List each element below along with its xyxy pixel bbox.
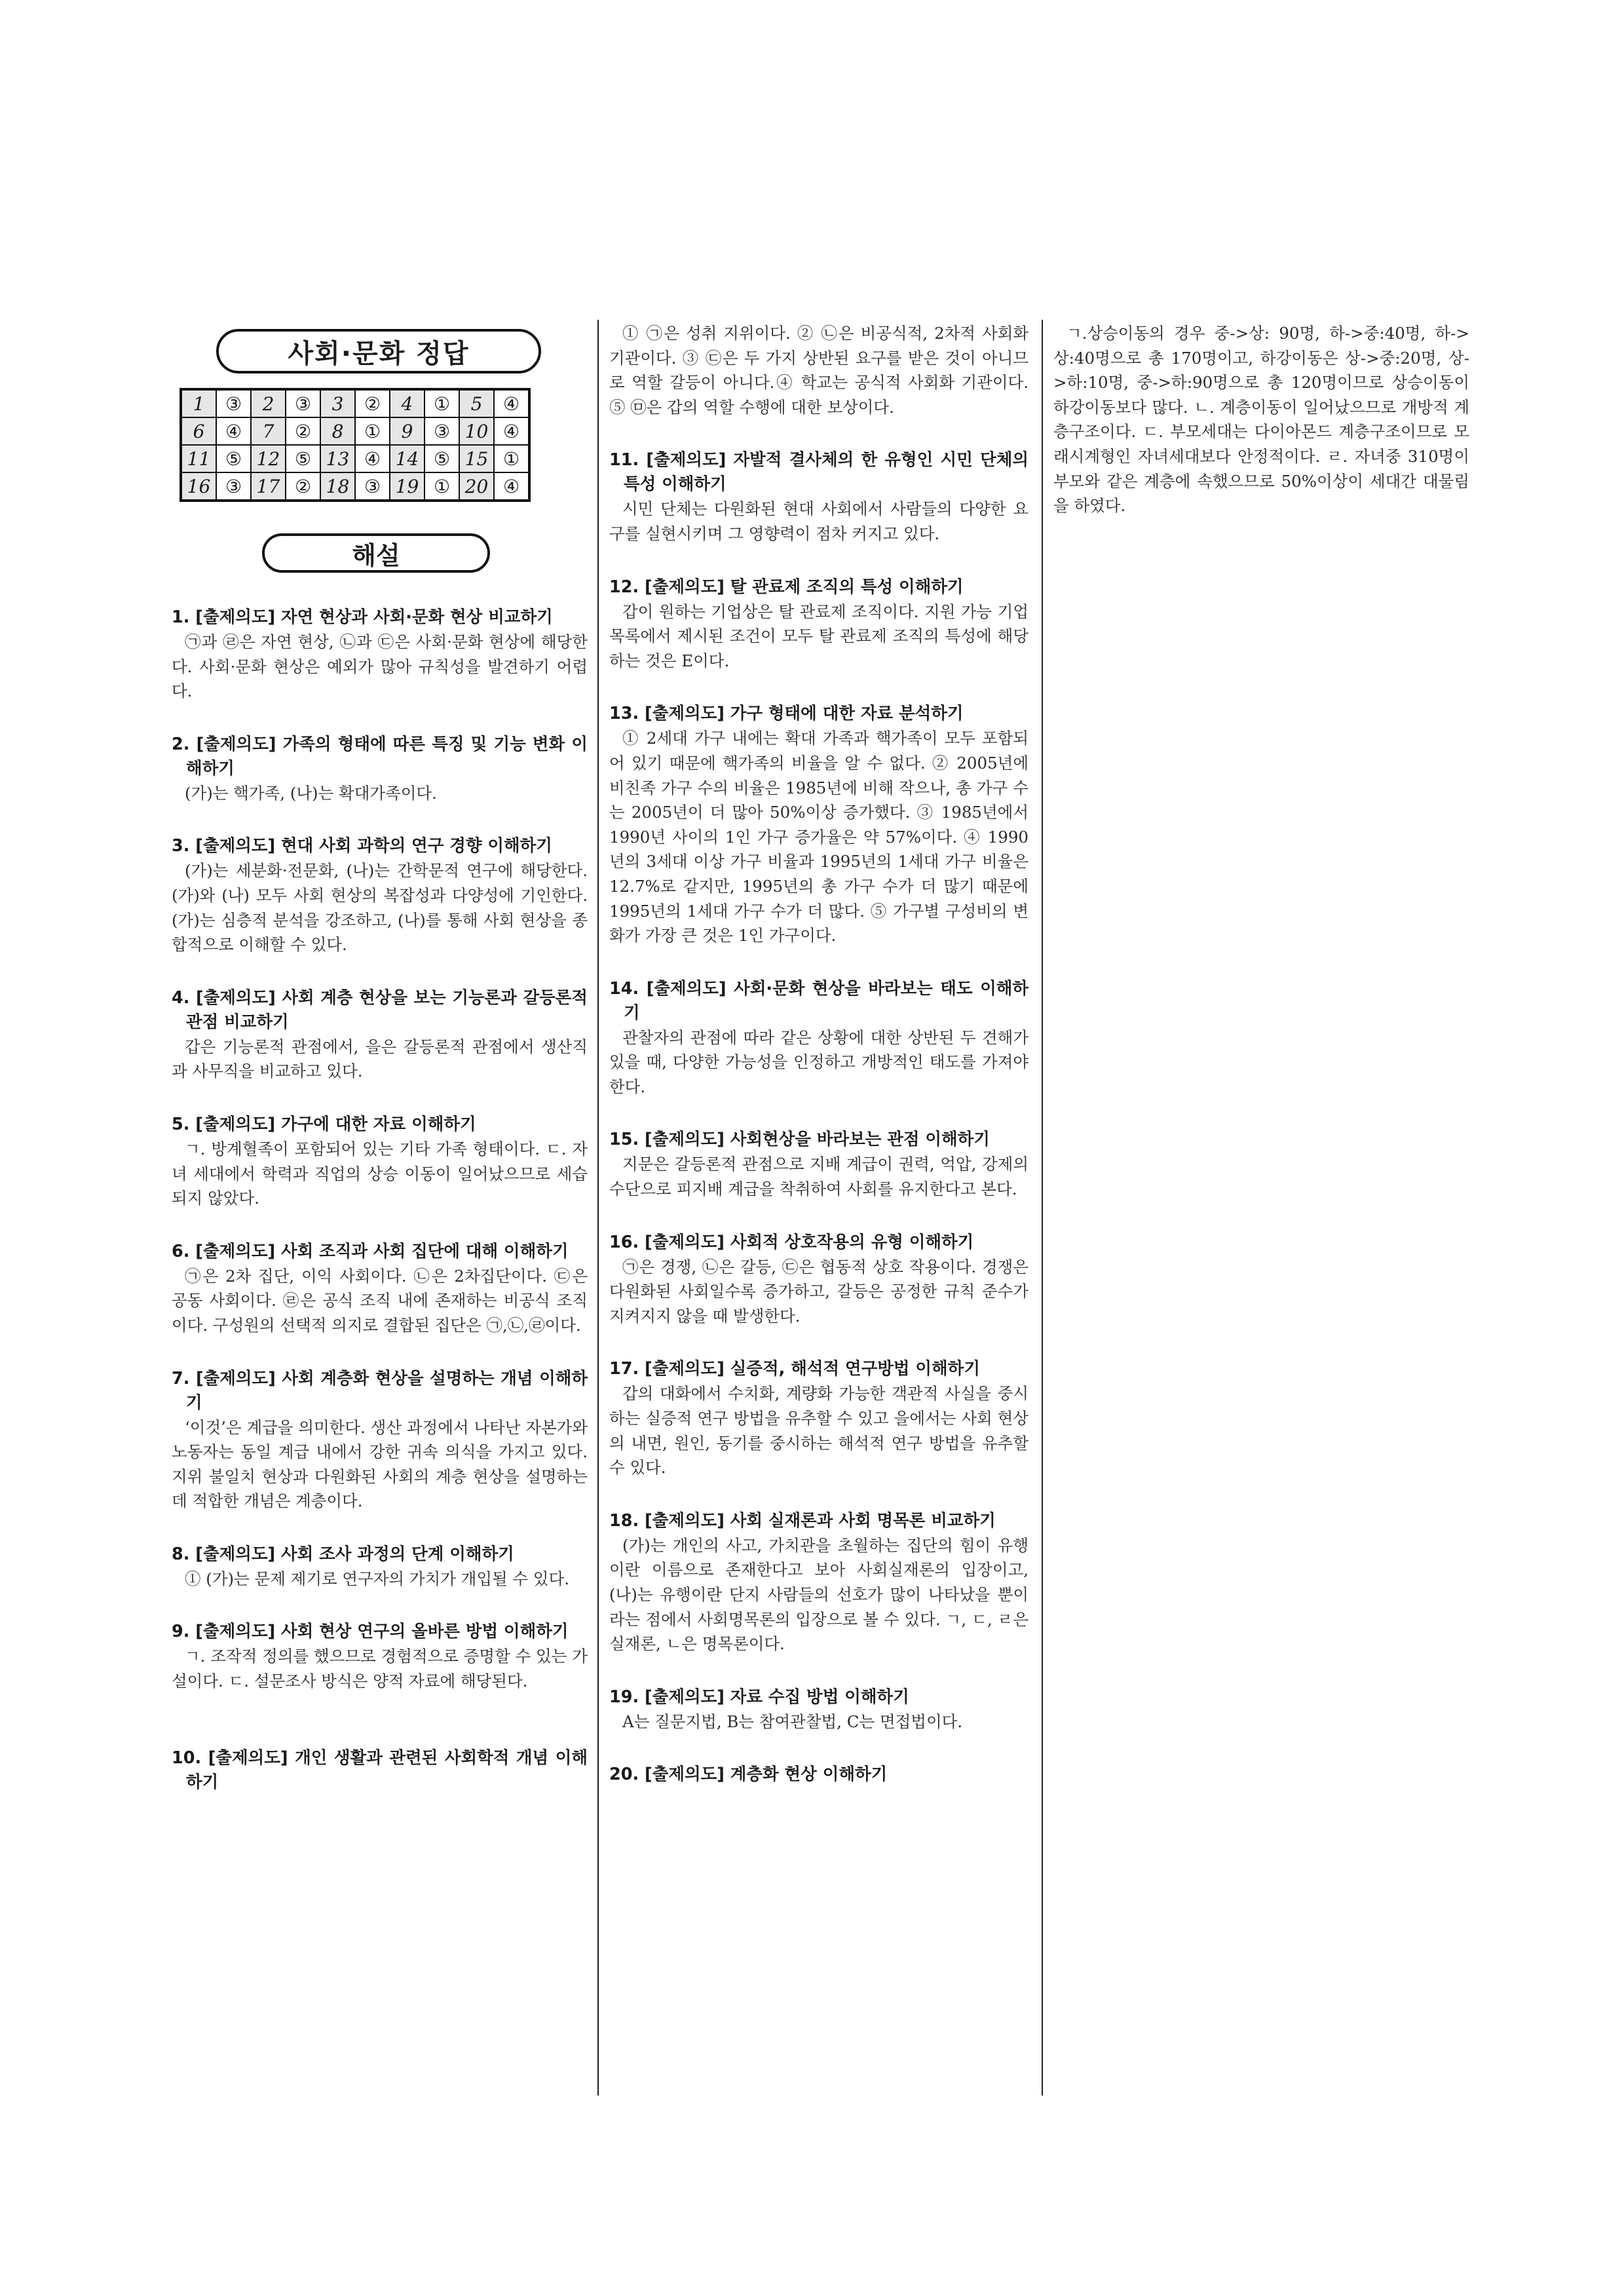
explanation-q10-heading: [172, 1746, 588, 1795]
answer-choice: ④: [494, 389, 529, 417]
question-body: ① 2세대 가구 내에는 확대 가족과 핵가족이 모두 포함되어 있기 때문에 핵가족의 비율을 알 수 없다. ② 2005년에 비친족 가구 수의 비율은 1985년에 비해 작으나, 총 가구 수는 2005년이 더 많아 50%이상 증가했다. ③ 1985년에서 1990년 사이의 1인 가구 증가율은 약 57%이다. ④ 1990년의 3세대 이상 가구 비율과 1995년의 1세대 가구 비율은 12.7%로 같지만, 1995년의 총 가구 수가 더 많기 때문에 1995년의 1세대 가구 수가 더 많다. ⑤ 가구별 구성비의 변화가 가장 큰 것은 1인 가구이다.: [609, 729, 1029, 946]
answer-number: 19: [390, 472, 425, 501]
question-body: ㄱ. 방계혈족이 포함되어 있는 기타 가족 형태이다. ㄷ. 자녀 세대에서 학력과 직업의 상승 이동이 일어났으므로 세습되지 않았다.: [172, 1139, 588, 1208]
column-divider-left: [597, 320, 599, 2095]
question-body: ㄱ.상승이동의 경우 중->상: 90명, 하->중:40명, 하->상:40명으로 총 170명이고, 하강이동은 상->중:20명, 상->하:10명, 중->하:90명으로 총 120명이므로 상승이동이 하강이동보다 많다. ㄴ. 계층이동이 일어났으므로 개방적 계층구조이다. ㄷ. 부모세대는 다이아몬드 계층구조이므로 모래시계형인 자녀세대보다 안정적이다. ㄹ. 자녀중 310명이 부모와 같은 계층에 속했으므로 50%이상이 세대간 대물림을 하였다.: [1053, 324, 1469, 516]
question-body: A는 질문지법, B는 참여관찰법, C는 면접법이다.: [622, 1712, 963, 1731]
question-heading: 17. [출제의도] 실증적, 해석적 연구방법 이해하기: [609, 1359, 980, 1379]
explanation-q13: [609, 702, 1029, 947]
answer-choice: ④: [216, 417, 251, 445]
answer-number: 6: [181, 417, 216, 445]
answer-number: 16: [181, 472, 216, 501]
question-heading: 12. [출제의도] 탈 관료제 조직의 특성 이해하기: [609, 577, 964, 597]
answer-choice: ④: [355, 445, 390, 472]
answer-choice: ③: [425, 417, 459, 445]
answer-number: 17: [251, 472, 286, 501]
answer-number: 15: [459, 445, 494, 472]
answer-table: [179, 388, 531, 502]
column-2: [609, 321, 1029, 1787]
explanation-q7: [172, 1367, 588, 1514]
answer-number: 9: [390, 417, 425, 445]
explanation-q8: [172, 1542, 588, 1592]
column-3: [1053, 321, 1469, 518]
answer-row: [181, 472, 529, 501]
explanation-q3: [172, 834, 588, 957]
explanation-q20-body: [1053, 321, 1469, 518]
answer-choice: ②: [355, 389, 390, 417]
answer-choice: ⑤: [216, 445, 251, 472]
answer-number: 20: [459, 472, 494, 501]
explanation-q17: [609, 1357, 1029, 1480]
question-body: ㄱ. 조작적 정의를 했으므로 경험적으로 증명할 수 있는 가설이다. ㄷ. 설문조사 방식은 양적 자료에 해당된다.: [172, 1647, 588, 1691]
question-heading: 18. [출제의도] 사회 실재론과 사회 명목론 비교하기: [609, 1510, 996, 1531]
answer-number: 1: [181, 389, 216, 417]
explanation-q20-heading: [609, 1763, 1029, 1787]
question-body: ㉠과 ㉣은 자연 현상, ㉡과 ㉢은 사회·문화 현상에 해당한다. 사회·문화 현상은 예외가 많아 규칙성을 발견하기 어렵다.: [172, 632, 588, 701]
answer-choice: ①: [425, 389, 459, 417]
explanation-q1: [172, 605, 588, 704]
answer-choice: ①: [494, 445, 529, 472]
question-heading: 16. [출제의도] 사회적 상호작용의 유형 이해하기: [609, 1232, 974, 1252]
answer-choice: ①: [355, 417, 390, 445]
question-heading: 14. [출제의도] 사회·문화 현상을 바라보는 태도 이해하기: [609, 978, 1029, 1023]
question-body: 갑이 원하는 기업상은 탈 관료제 조직이다. 지원 가능 기업 목록에서 제시된 조건이 모두 탈 관료제 조직의 특성에 해당하는 것은 E이다.: [609, 602, 1029, 670]
answer-choice: ③: [286, 389, 320, 417]
explanation-q4: [172, 986, 588, 1084]
question-heading: 19. [출제의도] 자료 수집 방법 이해하기: [609, 1687, 909, 1707]
question-body: 시민 단체는 다원화된 현대 사회에서 사람들의 다양한 요구를 실현시키며 그 영향력이 점차 커지고 있다.: [609, 499, 1029, 543]
question-body: (가)는 세분화·전문화, (나)는 간학문적 연구에 해당한다. (가)와 (나) 모두 사회 현상의 복잡성과 다양성에 기인한다. (가)는 심층적 분석을 강조하고, (나)를 통해 사회 현상을 종합적으로 이해할 수 있다.: [172, 861, 588, 955]
explanation-q2: [172, 733, 588, 806]
question-heading: 13. [출제의도] 가구 형태에 대한 자료 분석하기: [609, 704, 964, 724]
answer-number: 4: [390, 389, 425, 417]
question-heading: 3. [출제의도] 현대 사회 과학의 연구 경향 이해하기: [172, 836, 552, 856]
answer-choice: ①: [425, 472, 459, 501]
answer-choice: ③: [216, 472, 251, 501]
question-heading: 15. [출제의도] 사회현상을 바라보는 관점 이해하기: [609, 1130, 990, 1150]
question-body: ① (가)는 문제 제기로 연구자의 가치가 개입될 수 있다.: [185, 1569, 570, 1588]
question-body: ㉠은 2차 집단, 이익 사회이다. ㉡은 2차집단이다. ㉢은 공동 사회이다. ㉣은 공식 조직 내에 존재하는 비공식 조직이다. 구성원의 선택적 의지로 결합된 집단은 ㉠,㉡,㉣이다.: [172, 1266, 588, 1335]
question-body: 갑은 기능론적 관점에서, 을은 갈등론적 관점에서 생산직과 사무직을 비교하고 있다.: [172, 1037, 588, 1081]
question-heading: 11. [출제의도] 자발적 결사체의 한 유형인 시민 단체의 특성 이해하기: [609, 450, 1029, 495]
question-body: (가)는 핵가족, (나)는 확대가족이다.: [185, 783, 437, 803]
answer-number: 8: [320, 417, 355, 445]
question-body: 관찰자의 관점에 따라 같은 상황에 대한 상반된 두 견해가 있을 때, 다양한 가능성을 인정하고 개방적인 태도를 가져야 한다.: [609, 1027, 1029, 1096]
answer-number: 12: [251, 445, 286, 472]
explanation-q16: [609, 1231, 1029, 1329]
explanation-q15: [609, 1128, 1029, 1201]
answer-choice: ⑤: [425, 445, 459, 472]
question-body: ① ㉠은 성취 지위이다. ② ㉡은 비공식적, 2차적 사회화 기관이다. ③ ㉢은 두 가지 상반된 요구를 받은 것이 아니므로 역할 갈등이 아니다.④ 학교는 공식적 사회화 기관이다. ⑤ ㉤은 갑의 역할 수행에 대한 보상이다.: [609, 324, 1029, 417]
answer-title: 사회·문화 정답: [216, 329, 541, 373]
answer-number: 10: [459, 417, 494, 445]
answer-number: 7: [251, 417, 286, 445]
answer-choice: ③: [355, 472, 390, 501]
explanation-q5: [172, 1113, 588, 1211]
question-heading: 4. [출제의도] 사회 계층 현상을 보는 기능론과 갈등론적 관점 비교하기: [172, 987, 588, 1032]
explanation-q6: [172, 1240, 588, 1338]
explanation-title: 해설: [262, 533, 490, 573]
answer-number: 11: [181, 445, 216, 472]
explanation-q18: [609, 1509, 1029, 1656]
question-body: (가)는 개인의 사고, 가치관을 초월하는 집단의 힘이 유행이란 이름으로 존재한다고 보아 사회실재론의 입장이고, (나)는 유행이란 단지 사람들의 선호가 많이 나타났을 뿐이라는 점에서 사회명목론의 입장으로 볼 수 있다. ㄱ, ㄷ, ㄹ은 실재론, ㄴ은 명목론이다.: [609, 1535, 1029, 1654]
answer-choice: ⑤: [286, 445, 320, 472]
answer-row: [181, 417, 529, 445]
answer-choice: ②: [286, 417, 320, 445]
explanation-q12: [609, 575, 1029, 674]
answer-number: 18: [320, 472, 355, 501]
question-body: 지문은 갈등론적 관점으로 지배 계급이 권력, 억압, 강제의 수단으로 피지배 계급을 착취하여 사회를 유지한다고 본다.: [609, 1155, 1029, 1199]
answer-choice: ④: [494, 417, 529, 445]
question-heading: 2. [출제의도] 가족의 형태에 따른 특징 및 기능 변화 이해하기: [172, 734, 588, 778]
question-heading: 8. [출제의도] 사회 조사 과정의 단계 이해하기: [172, 1544, 514, 1564]
question-body: ‘이것’은 계급을 의미한다. 생산 과정에서 나타난 자본가와 노동자는 동일 계급 내에서 강한 귀속 의식을 가지고 있다. 지위 불일치 현상과 다원화된 사회의 계층 현상을 설명하는데 적합한 개념은 계층이다.: [172, 1417, 588, 1511]
question-heading: 7. [출제의도] 사회 계층화 현상을 설명하는 개념 이해하기: [172, 1368, 588, 1413]
answer-choice: ④: [494, 472, 529, 501]
question-heading: 6. [출제의도] 사회 조직과 사회 집단에 대해 이해하기: [172, 1241, 569, 1261]
answer-row: [181, 445, 529, 472]
explanation-q19: [609, 1685, 1029, 1734]
question-heading: 1. [출제의도] 자연 현상과 사회·문화 현상 비교하기: [172, 607, 553, 627]
question-body: ㉠은 경쟁, ㉡은 갈등, ㉢은 협동적 상호 작용이다. 경쟁은 다원화된 사회일수록 증가하고, 갈등은 공정한 규칙 준수가 지켜지지 않을 때 발생한다.: [609, 1257, 1029, 1326]
explanation-q14: [609, 977, 1029, 1100]
answer-number: 14: [390, 445, 425, 472]
column-1: [172, 321, 588, 1795]
column-divider-right: [1042, 320, 1043, 2095]
explanation-q10-body: [609, 321, 1029, 419]
answer-choice: ②: [286, 472, 320, 501]
explanation-q11: [609, 448, 1029, 546]
answer-number: 3: [320, 389, 355, 417]
question-body: 갑의 대화에서 수치화, 계량화 가능한 객관적 사실을 중시하는 실증적 연구 방법을 유추할 수 있고 을에서는 사회 현상의 내면, 원인, 동기를 중시하는 해석적 연구 방법을 유추할 수 있다.: [609, 1384, 1029, 1478]
question-heading: 10. [출제의도] 개인 생활과 관련된 사회학적 개념 이해하기: [172, 1748, 588, 1792]
explanation-q9: [172, 1620, 588, 1693]
answer-number: 5: [459, 389, 494, 417]
answer-number: 13: [320, 445, 355, 472]
question-heading: 20. [출제의도] 계층화 현상 이해하기: [609, 1765, 888, 1785]
answer-number: 2: [251, 389, 286, 417]
answer-row: [181, 389, 529, 417]
question-heading: 9. [출제의도] 사회 현상 연구의 올바른 방법 이해하기: [172, 1622, 569, 1642]
answer-choice: ③: [216, 389, 251, 417]
question-heading: 5. [출제의도] 가구에 대한 자료 이해하기: [172, 1114, 476, 1134]
